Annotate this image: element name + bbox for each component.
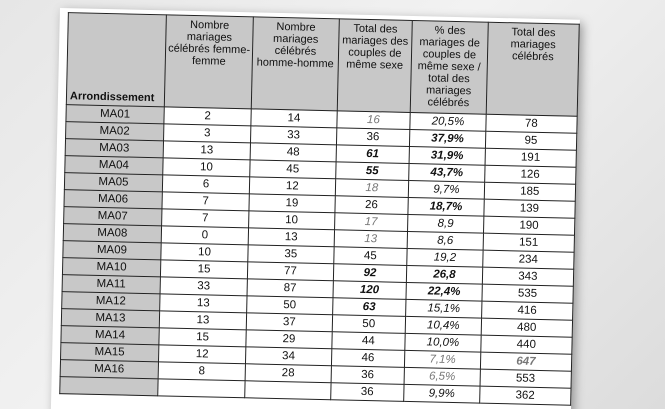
same-sex-total-cell: 17 [334, 213, 408, 232]
total-marriages-cell: 191 [485, 148, 577, 167]
male-male-cell: 34 [246, 347, 332, 366]
female-female-cell: 7 [161, 209, 249, 228]
same-sex-percent-cell: 31,9% [409, 146, 485, 165]
total-marriages-cell: 480 [481, 318, 573, 337]
arrondissement-cell: MA15 [61, 343, 159, 362]
same-sex-total-cell: 61 [336, 145, 410, 164]
same-sex-percent-cell: 18,7% [408, 197, 484, 216]
male-male-cell: 48 [250, 143, 336, 162]
same-sex-percent-cell: 37,9% [410, 129, 486, 148]
total-marriages-cell: 362 [479, 386, 571, 405]
same-sex-percent-cell: 6,5% [404, 367, 480, 386]
total-marriages-cell: 416 [481, 301, 573, 320]
arrondissement-cell: MA01 [66, 105, 164, 124]
same-sex-total-cell: 46 [331, 349, 405, 368]
same-sex-total-cell: 26 [334, 196, 408, 215]
total-marriages-cell: 126 [484, 165, 576, 184]
same-sex-total-cell: 13 [334, 230, 408, 249]
arrondissement-cell: MA13 [61, 309, 159, 328]
total-marriages-cell: 185 [484, 182, 576, 201]
same-sex-total-cell: 50 [332, 315, 406, 334]
same-sex-percent-cell: 9,9% [404, 384, 480, 403]
arrondissement-cell: MA03 [65, 139, 163, 158]
arrondissement-cell: MA06 [64, 190, 162, 209]
female-female-cell: 10 [161, 243, 249, 262]
total-marriages-cell: 535 [482, 284, 574, 303]
female-female-cell [158, 379, 246, 398]
male-male-cell: 87 [247, 279, 333, 298]
header-same-sex-percent: % des mariages de couples de même sexe / total des mariages célébrés [410, 20, 488, 114]
header-same-sex-total: Total des mariages des couples de même sexe [337, 19, 413, 113]
total-marriages-cell: 151 [483, 233, 575, 252]
female-female-cell: 2 [164, 107, 252, 126]
arrondissement-cell: MA11 [62, 275, 160, 294]
total-marriages-cell: 78 [486, 114, 578, 133]
same-sex-total-cell: 92 [333, 264, 407, 283]
same-sex-percent-cell: 22,4% [406, 282, 482, 301]
same-sex-percent-cell: 9,7% [408, 180, 484, 199]
total-marriages-cell: 440 [480, 335, 572, 354]
same-sex-percent-cell: 10,4% [405, 316, 481, 335]
same-sex-percent-cell: 26,8 [407, 265, 483, 284]
male-male-cell: 12 [250, 177, 336, 196]
arrondissement-cell: MA16 [60, 360, 158, 379]
same-sex-total-cell: 44 [331, 332, 405, 351]
header-arrondissement: Arrondissement [66, 13, 166, 107]
same-sex-total-cell: 36 [331, 366, 405, 385]
female-female-cell: 15 [159, 328, 247, 347]
same-sex-percent-cell: 8,6 [407, 231, 483, 250]
female-female-cell: 7 [162, 192, 250, 211]
female-female-cell: 0 [161, 226, 249, 245]
male-male-cell: 33 [251, 126, 337, 145]
female-female-cell: 33 [160, 277, 248, 296]
total-marriages-cell: 553 [480, 369, 572, 388]
same-sex-percent-cell: 7,1% [405, 350, 481, 369]
header-female-female: Nombre mariages célébrés femme-femme [164, 15, 253, 109]
total-marriages-cell: 95 [485, 131, 577, 150]
arrondissement-cell: MA02 [66, 122, 164, 141]
header-total-marriages: Total des mariages célébrés [486, 22, 579, 116]
female-female-cell: 13 [163, 141, 251, 160]
total-marriages-cell: 139 [484, 199, 576, 218]
total-marriages-cell: 647 [480, 352, 572, 371]
total-marriages-cell: 190 [483, 216, 575, 235]
same-sex-total-cell: 16 [336, 111, 410, 130]
male-male-cell: 19 [249, 194, 335, 213]
male-male-cell: 13 [248, 228, 334, 247]
header-male-male: Nombre mariages célébrés homme-homme [251, 17, 338, 111]
male-male-cell: 50 [247, 296, 333, 315]
same-sex-total-cell: 45 [333, 247, 407, 266]
male-male-cell: 29 [246, 330, 332, 349]
male-male-cell: 45 [250, 160, 336, 179]
male-male-cell: 35 [248, 245, 334, 264]
same-sex-percent-cell: 20,5% [410, 112, 486, 131]
same-sex-percent-cell: 43,7% [409, 163, 485, 182]
document-sheet [50, 8, 580, 409]
male-male-cell: 10 [249, 211, 335, 230]
male-male-cell: 77 [248, 262, 334, 281]
male-male-cell: 37 [246, 313, 332, 332]
same-sex-total-cell: 36 [336, 128, 410, 147]
total-marriages-cell: 234 [482, 250, 574, 269]
same-sex-total-cell: 63 [332, 298, 406, 317]
header-row [66, 13, 579, 117]
same-sex-total-cell: 55 [335, 162, 409, 181]
arrondissement-cell: MA09 [63, 241, 161, 260]
male-male-cell: 28 [245, 364, 331, 383]
female-female-cell: 10 [163, 158, 251, 177]
same-sex-percent-cell: 15,1% [406, 299, 482, 318]
female-female-cell: 13 [160, 294, 248, 313]
same-sex-total-cell: 120 [333, 281, 407, 300]
total-marriages-cell: 343 [482, 267, 574, 286]
same-sex-percent-cell: 8,9 [408, 214, 484, 233]
arrondissement-cell: MA08 [63, 224, 161, 243]
arrondissement-cell: MA12 [62, 292, 160, 311]
arrondissement-cell: MA10 [62, 258, 160, 277]
same-sex-total-cell: 36 [330, 383, 404, 402]
female-female-cell: 8 [158, 362, 246, 381]
male-male-cell [245, 381, 331, 400]
arrondissement-cell [60, 377, 158, 396]
arrondissement-cell: MA14 [61, 326, 159, 345]
arrondissement-cell: MA04 [65, 156, 163, 175]
female-female-cell: 13 [159, 311, 247, 330]
female-female-cell: 12 [158, 345, 246, 364]
female-female-cell: 3 [163, 124, 251, 143]
marriage-statistics-table [59, 12, 580, 406]
same-sex-percent-cell: 10,0% [405, 333, 481, 352]
arrondissement-cell: MA05 [64, 173, 162, 192]
female-female-cell: 6 [162, 175, 250, 194]
female-female-cell: 15 [160, 260, 248, 279]
male-male-cell: 14 [251, 109, 337, 128]
same-sex-total-cell: 18 [335, 179, 409, 198]
same-sex-percent-cell: 19,2 [407, 248, 483, 267]
arrondissement-cell: MA07 [64, 207, 162, 226]
